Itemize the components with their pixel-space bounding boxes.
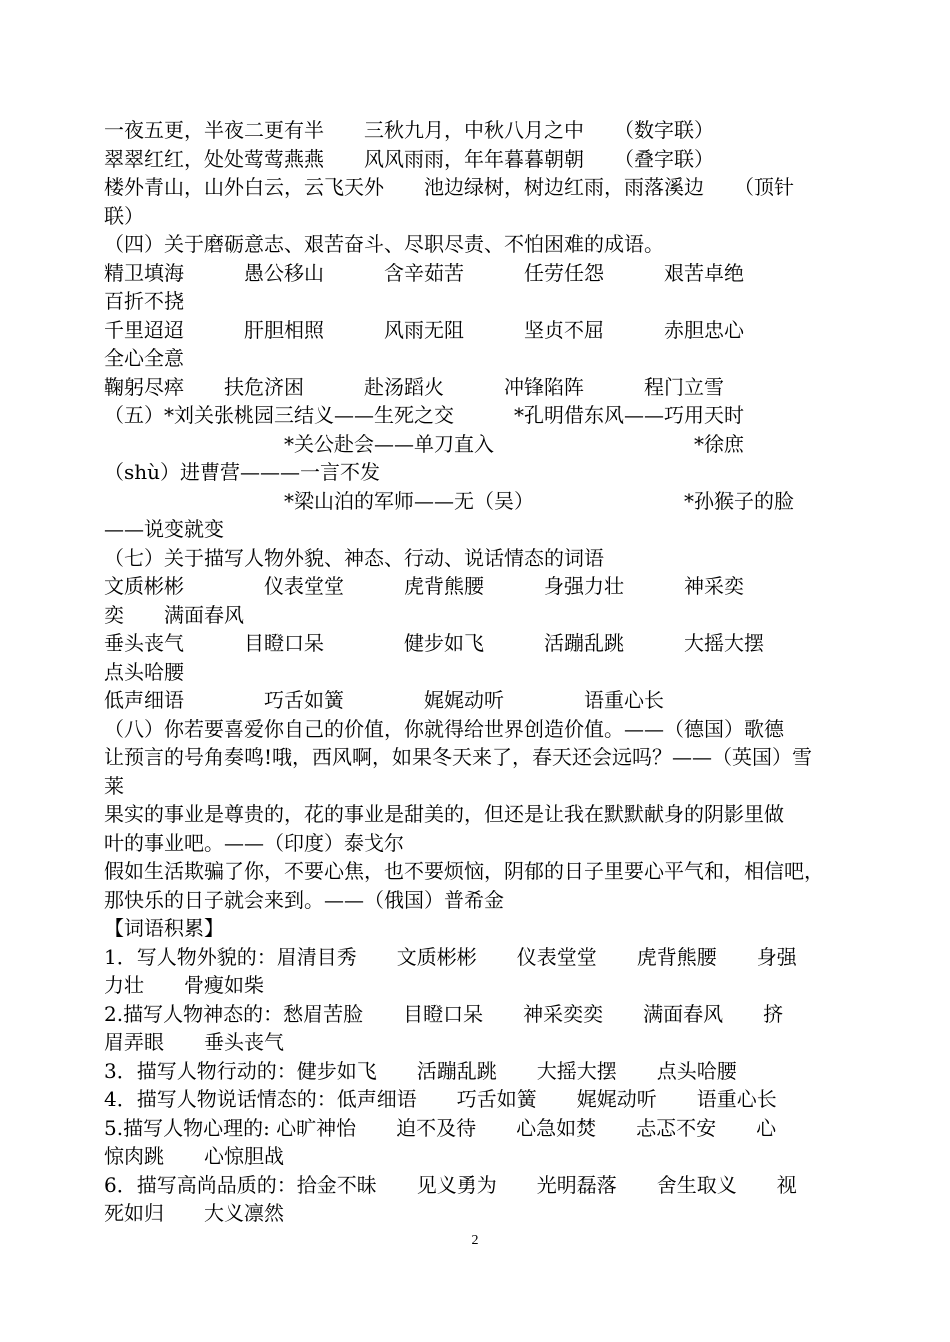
text-line: *关公赴会——单刀直入 *徐庶 <box>104 431 744 456</box>
page-number: 2 <box>471 1233 479 1248</box>
text-line: 力壮 骨瘦如柴 <box>104 973 264 997</box>
text-line: 5.描写人物心理的: 心旷神怡 迫不及待 心急如焚 忐忑不安 心 <box>104 1115 777 1140</box>
text-line: 6．描写高尚品质的：拾金不昧 见义勇为 光明磊落 舍生取义 视 <box>104 1172 797 1197</box>
text-line: 低声细语 巧舌如簧 娓娓动听 语重心长 <box>104 688 664 712</box>
text-line: 文质彬彬 仪表堂堂 虎背熊腰 身强力壮 神采奕 <box>104 574 744 598</box>
text-line: 千里迢迢 肝胆相照 风雨无阻 坚贞不屈 赤胆忠心 <box>104 317 744 342</box>
text-line: 楼外青山，山外白云，云飞天外 池边绿树，树边红雨，雨落溪边 （顶针 <box>104 175 794 199</box>
text-line: 果实的事业是尊贵的，花的事业是甜美的，但还是让我在默默献身的阴影里做 <box>104 802 784 826</box>
text-line: 让预言的号角奏鸣!哦，西风啊，如果冬天来了，春天还会远吗？——（英国）雪 <box>104 745 813 769</box>
text-line: 莱 <box>104 773 124 798</box>
text-line: 3．描写人物行动的：健步如飞 活蹦乱跳 大摇大摆 点头哈腰 <box>104 1058 737 1083</box>
text-line: 奕 满面春风 <box>104 602 244 627</box>
text-line: 1．写人物外貌的：眉清目秀 文质彬彬 仪表堂堂 虎背熊腰 身强 <box>104 944 797 969</box>
text-line: 【词语积累】 <box>104 916 224 940</box>
text-line: 鞠躬尽瘁 扶危济困 赴汤蹈火 冲锋陷阵 程门立雪 <box>104 374 724 399</box>
text-line: 精卫填海 愚公移山 含辛茹苦 任劳任怨 艰苦卓绝 <box>104 260 744 285</box>
text-line: *梁山泊的军师——无（吴） *孙猴子的脸 <box>104 488 794 513</box>
text-line: 惊肉跳 心惊胆战 <box>104 1144 284 1168</box>
text-line: 死如归 大义凛然 <box>104 1201 284 1225</box>
text-line: 眉弄眼 垂头丧气 <box>104 1030 284 1054</box>
text-line: 百折不挠 <box>104 289 184 313</box>
text-line: （四）关于磨砺意志、艰苦奋斗、尽职尽责、不怕困难的成语。 <box>104 232 664 256</box>
text-line: 点头哈腰 <box>104 659 184 684</box>
text-line: 联） <box>104 203 144 228</box>
text-line: 假如生活欺骗了你，不要心焦，也不要烦恼，阴郁的日子里要心平气和，相信吧， <box>104 859 824 883</box>
text-line: （八）你若要喜爱你自己的价值，你就得给世界创造价值。——（德国）歌德 <box>104 716 784 741</box>
text-line: 全心全意 <box>104 346 184 370</box>
text-line: （shù）进曹营———一言不发 <box>104 460 381 484</box>
text-line: 2.描写人物神态的：愁眉苦脸 目瞪口呆 神采奕奕 满面春风 挤 <box>104 1001 784 1026</box>
text-line: 4．描写人物说话情态的：低声细语 巧舌如簧 娓娓动听 语重心长 <box>104 1087 777 1111</box>
text-line: 那快乐的日子就会来到。——（俄国）普希金 <box>104 887 504 912</box>
text-line: （五）*刘关张桃园三结义——生死之交 *孔明借东风——巧用天时 <box>104 403 744 427</box>
text-line: 叶的事业吧。——（印度）泰戈尔 <box>104 830 404 855</box>
text-line: （七）关于描写人物外貌、神态、行动、说话情态的词语 <box>104 545 604 570</box>
text-line: 一夜五更，半夜二更有半 三秋九月，中秋八月之中 （数字联） <box>104 118 714 142</box>
text-line: 垂头丧气 目瞪口呆 健步如飞 活蹦乱跳 大摇大摆 <box>104 631 764 655</box>
text-line: ——说变就变 <box>104 517 224 541</box>
text-line: 翠翠红红，处处莺莺燕燕 风风雨雨，年年暮暮朝朝 （叠字联） <box>104 146 714 171</box>
